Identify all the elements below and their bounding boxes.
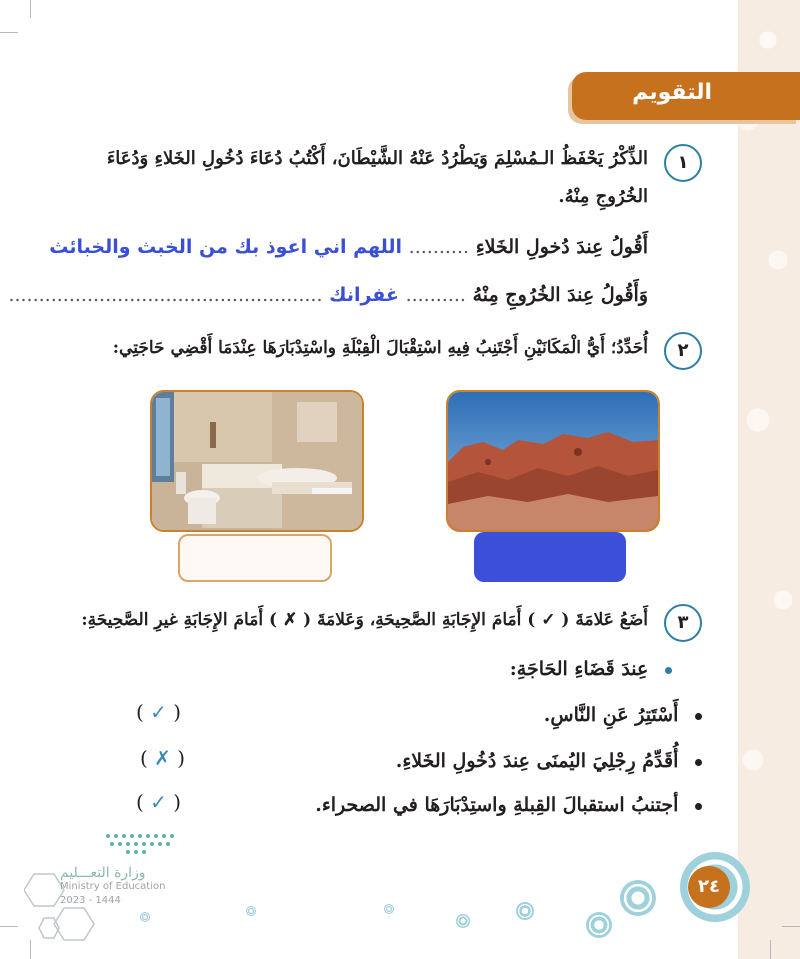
statement-bullet: [695, 713, 702, 720]
question-3-number: ٣: [664, 604, 702, 642]
rosette-decoration: [516, 902, 534, 920]
crop-mark: [782, 926, 800, 927]
exit-dua-label: وَأَقُولُ عِندَ الخُرُوجِ مِنْهُ: [472, 284, 648, 306]
decorative-side-band: [738, 0, 800, 959]
rosette-decoration: [620, 880, 656, 916]
page-number: ٢٤: [688, 866, 730, 908]
crop-mark: [770, 940, 771, 959]
exit-dua-answer: غفرانك: [329, 284, 399, 306]
question-1-text-line2: الخُرُوجِ مِنْهُ.: [558, 186, 648, 207]
section-title: التقويم: [632, 80, 712, 105]
statement-1: [544, 704, 702, 726]
crop-mark: [0, 926, 18, 927]
bathroom-answer-box[interactable]: [178, 534, 332, 582]
desert-photo: [446, 390, 660, 532]
statement-2: [396, 750, 702, 772]
statement-bullet: [695, 803, 702, 810]
ministry-year: 2023 - 1444: [60, 895, 121, 906]
section-title-tab: [572, 72, 800, 120]
question-3-instruction: أَضَعُ عَلامَةَ ( ✓ ) أَمَامَ الإِجَابَةِ الصَّحِيحَةِ، وَعَلامَةَ ( ✗ ) أَمَامَ الإِجَابَةِ غيرِ الصَّحِيحَةِ:: [81, 610, 648, 630]
heading-bullet: [665, 667, 672, 674]
cross-mark: ✗: [154, 746, 171, 770]
entry-dua-answer: اللهم اني اعوذ بك من الخبث والخبائث: [49, 236, 403, 258]
ministry-name-ar: وزارة التعـــليم: [60, 865, 146, 881]
rosette-decoration: [456, 914, 470, 928]
ministry-branding: [60, 866, 165, 908]
rosette-decoration: [384, 904, 394, 914]
statement-3: [315, 794, 702, 816]
statement-2-answer[interactable]: ( ✗ ): [140, 746, 186, 770]
question-1-number: ١: [664, 144, 702, 182]
statement-bullet: [695, 759, 702, 766]
exit-dots-long: ....................................................: [8, 284, 323, 306]
crop-mark: [0, 32, 18, 33]
rosette-decoration: [586, 912, 612, 938]
exit-dots: ..........: [405, 284, 466, 306]
statement-1-answer[interactable]: ( ✓ ): [136, 700, 182, 724]
statement-1-text: أَسْتَتِرُ عَنِ النَّاسِ.: [543, 704, 679, 726]
entry-dua-label: أَقُولُ عِندَ دُخولِ الخَلاءِ: [475, 236, 648, 258]
entry-dots: ..........: [408, 236, 470, 258]
ministry-name-en: Ministry of Education: [60, 881, 166, 892]
question-1-text-line1: الذِّكْرُ يَحْفَظُ الـمُسْلِمَ وَيَطْرُدُ عَنْهُ الشَّيْطَانَ، أَكْتُبُ دُعَاءَ دُخُولِ الخَلاءِ وَدُعَاءَ: [106, 148, 648, 169]
statement-2-text: أُقَدِّمُ رِجْلِيَ اليُمنَى عِندَ دُخُولِ الخَلاءِ.: [395, 750, 679, 772]
exit-dua-line: [8, 284, 648, 306]
ministry-logo-icon: [98, 828, 190, 858]
rosette-decoration: [140, 912, 150, 922]
question-3-heading: [510, 658, 672, 680]
check-mark: ✓: [150, 790, 167, 814]
statement-3-text: أجتنبُ استقبالَ القِبلةِ واستِدْبَارَهَا في الصحراء.: [315, 794, 679, 816]
question-2-number: ٢: [664, 332, 702, 370]
question-2-text: أُحَدِّدُ؛ أَيُّ الْمَكَانَيْنِ أَجْتَنِبُ فِيهِ اسْتِقْبَالَ الْقِبْلَةِ واسْتِدْبَارَهَا عِنْدَمَا أَقْضِي حَاجَتِي:: [112, 338, 648, 358]
check-mark: ✓: [150, 700, 167, 724]
crop-mark: [30, 0, 31, 18]
desert-answer-box-selected[interactable]: [474, 532, 626, 582]
statement-3-answer[interactable]: ( ✓ ): [136, 790, 182, 814]
bathroom-photo: [150, 390, 364, 532]
entry-dua-line: [49, 236, 648, 258]
rosette-decoration: [246, 906, 256, 916]
question-3-heading-text: عِندَ قَضَاءِ الحَاجَةِ:: [509, 658, 649, 680]
